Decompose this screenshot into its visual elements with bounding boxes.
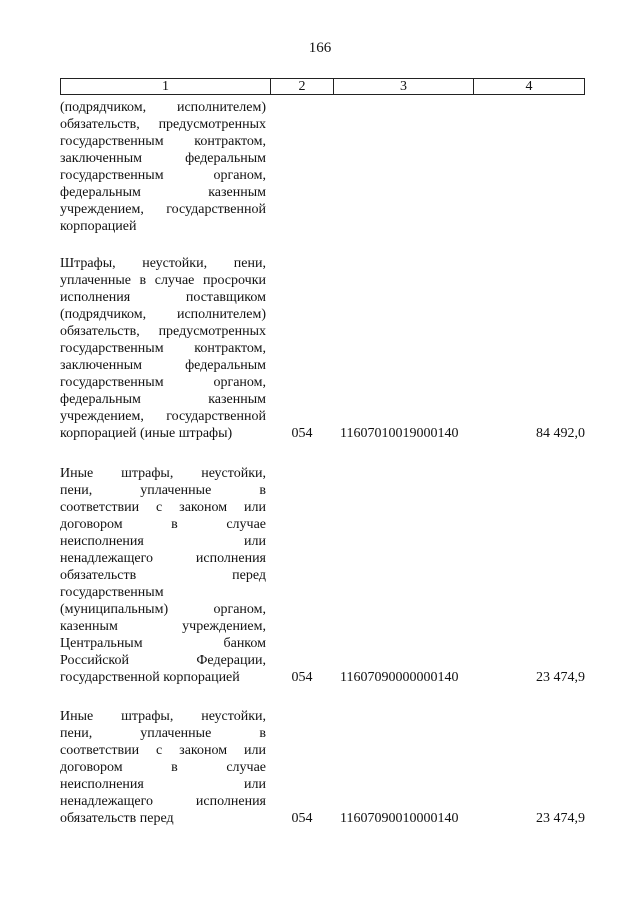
description-line: федеральным казенным — [60, 392, 266, 407]
description-line: Иные штрафы, неустойки, — [60, 466, 266, 481]
row-description — [60, 255, 266, 442]
description-line: договором в случае — [60, 517, 266, 532]
column-header-4: 4 — [525, 79, 533, 94]
description-line: (подрядчиком, исполнителем) — [60, 307, 266, 322]
description-line: учреждением, государственной — [60, 409, 266, 424]
column-header-2: 2 — [271, 79, 334, 94]
description-line: уплаченные в случае просрочки — [60, 273, 266, 288]
description-line: обязательств перед — [60, 811, 174, 826]
budget-classification-code: 11607010019000140 — [340, 426, 459, 441]
row-description — [60, 708, 266, 827]
description-line: государственным — [60, 585, 164, 600]
column-header-3: 3 — [334, 79, 474, 94]
description-line: ненадлежащего исполнения — [60, 794, 266, 809]
admin-code: 054 — [291, 670, 313, 685]
description-line: пени, уплаченные в — [60, 726, 266, 741]
description-line: государственным органом, — [60, 168, 266, 183]
table-header — [60, 78, 585, 95]
description-line: государственной корпорацией — [60, 670, 240, 685]
page-number: 166 — [308, 40, 332, 56]
admin-code: 054 — [291, 426, 313, 441]
description-line: государственным контрактом, — [60, 134, 266, 149]
amount: 84 492,0 — [536, 426, 585, 441]
amount: 23 474,9 — [536, 670, 585, 685]
description-line: казенным учреждением, — [60, 619, 266, 634]
amount: 23 474,9 — [536, 811, 585, 826]
description-line: (подрядчиком, исполнителем) — [60, 100, 266, 115]
description-line: государственным контрактом, — [60, 341, 266, 356]
description-line: неисполнения или — [60, 777, 266, 792]
budget-classification-code: 11607090000000140 — [340, 670, 459, 685]
description-line: Штрафы, неустойки, пени, — [60, 256, 266, 271]
description-line: заключенным федеральным — [60, 151, 266, 166]
description-line: обязательств, предусмотренных — [60, 324, 266, 339]
description-line: корпорацией — [60, 219, 137, 234]
description-line: ненадлежащего исполнения — [60, 551, 266, 566]
description-line: (муниципальным) органом, — [60, 602, 266, 617]
description-line: обязательств перед — [60, 568, 266, 583]
description-line: соответствии с законом или — [60, 743, 266, 758]
description-line: неисполнения или — [60, 534, 266, 549]
description-line: Центральным банком — [60, 636, 266, 651]
row-description — [60, 99, 266, 235]
description-line: заключенным федеральным — [60, 358, 266, 373]
description-line: обязательств, предусмотренных — [60, 117, 266, 132]
description-line: корпорацией (иные штрафы) — [60, 426, 233, 441]
description-line: федеральным казенным — [60, 185, 266, 200]
description-line: соответствии с законом или — [60, 500, 266, 515]
description-line: исполнения поставщиком — [60, 290, 266, 305]
description-line: Российской Федерации, — [60, 653, 266, 668]
description-line: Иные штрафы, неустойки, — [60, 709, 266, 724]
row-description — [60, 465, 266, 686]
description-line: договором в случае — [60, 760, 266, 775]
column-header-1: 1 — [61, 79, 271, 94]
admin-code: 054 — [291, 811, 313, 826]
budget-classification-code: 11607090010000140 — [340, 811, 459, 826]
description-line: учреждением, государственной — [60, 202, 266, 217]
description-line: пени, уплаченные в — [60, 483, 266, 498]
description-line: государственным органом, — [60, 375, 266, 390]
